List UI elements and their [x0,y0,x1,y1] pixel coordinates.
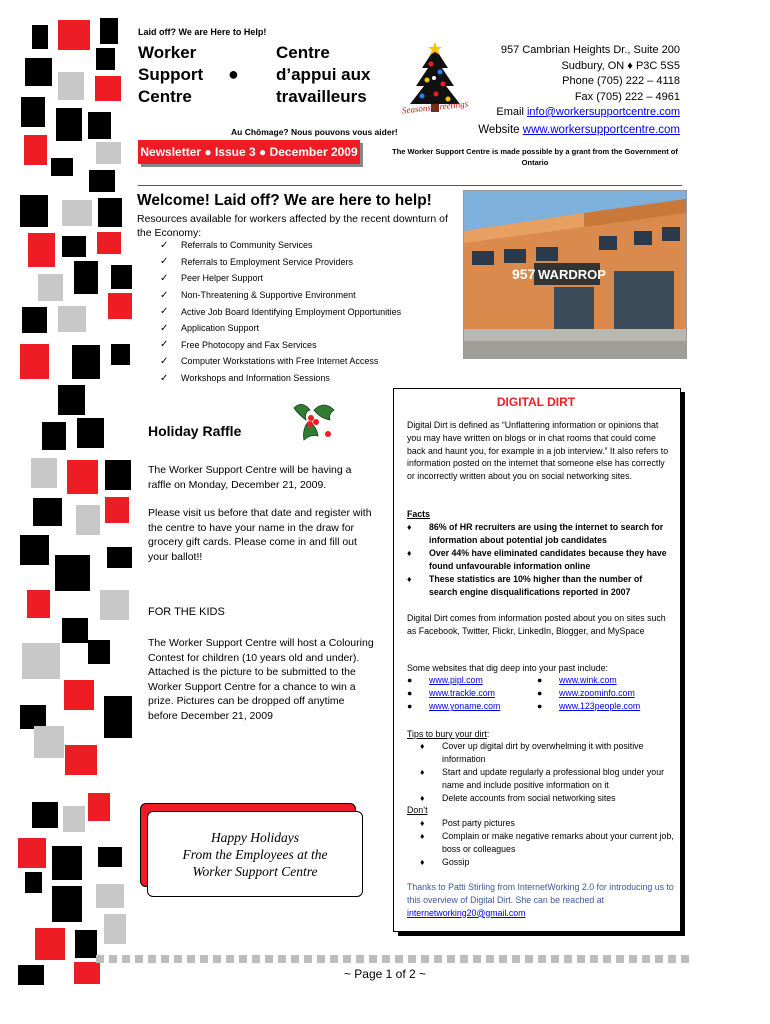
mosaic-square [62,200,92,226]
dont-text: Gossip [442,857,470,867]
welcome-heading: Welcome! Laid off? We are here to help! [137,192,432,209]
list-item [160,370,460,387]
site-link[interactable]: www.wink.com [559,675,617,685]
mosaic-square [56,108,82,141]
site-link[interactable]: www.pipl.com [429,675,483,685]
mosaic-square [51,158,73,176]
credits-text: Thanks to Patti Stirling from InternetWorking 2.0 for introducing us to this overview of Digital Dirt. She can be reached at [407,882,674,905]
list-item-label: Free Photocopy and Fax Services [181,339,317,350]
building-number: 957 [512,266,536,282]
diamond-bullet-icon: ♦ [420,857,425,867]
mosaic-square [38,274,63,301]
list-item [160,337,460,354]
checkmark-icon: ✓ [160,339,169,351]
title-line: travailleurs [276,87,367,106]
mosaic-square [67,460,98,494]
bullet-icon: ● [407,675,413,685]
title-english [138,42,203,108]
mosaic-square [97,232,121,254]
list-item [160,237,460,254]
mosaic-square [32,25,48,49]
mosaic-square [58,385,85,415]
tips-colon: : [486,729,490,739]
mosaic-square [107,547,132,568]
checkmark-icon: ✓ [160,306,169,318]
checkmark-icon: ✓ [160,239,169,251]
kids-heading: FOR THE KIDS [148,606,225,618]
list-item-label: Peer Helper Support [181,273,264,284]
newsletter-banner: Newsletter ● Issue 3 ● December 2009 [138,140,360,164]
dont-item [420,830,676,856]
mosaic-square [58,72,84,100]
digital-dirt-definition: Digital Dirt is defined as “Unflattering information or opinions that you may have written on blogs or in chat rooms that could come back and haunt you, for example in a job interview.” It also refers to information posted on the internet that someone else has correctly or incorrectly written about you on social networking sites. [407,420,669,482]
checkmark-icon: ✓ [160,372,169,384]
title-line: Centre [276,43,330,62]
page-number: ~ Page 1 of 2 ~ [343,967,427,981]
tips-label-text: Tips to bury your dirt [407,729,487,739]
kids-paragraph: The Worker Support Centre will host a Colouring Contest for children (10 years old and under). Attached is the picture to be submitted to the Worker Support Centre for a chance to win a prize. Pictures can be dropped off anytime before December 21, 2009 [148,637,374,722]
dont-text: Complain or make negative remarks about your current job, boss or colleagues [442,831,674,854]
bullet-icon: ● [537,688,543,698]
holly-icon [284,396,344,449]
greeting-line: From the Employees at the [182,846,328,862]
mosaic-square [96,142,121,164]
list-item-label: Referrals to Community Services [181,240,313,251]
bullet-icon: ● [407,701,413,711]
title-separator: ● [228,64,239,84]
mosaic-square [98,847,122,867]
mosaic-square [42,422,66,450]
checkmark-icon: ✓ [160,256,169,268]
site-item [407,701,500,711]
mosaic-square [95,76,121,101]
holiday-greeting-box [147,811,363,897]
list-item-label: Application Support [181,323,260,334]
fact-item [407,521,671,547]
mosaic-square [31,458,57,488]
mosaic-square [28,233,55,267]
diamond-bullet-icon: ♦ [407,522,412,532]
mosaic-square [105,497,129,523]
site-item [537,675,617,685]
checkmark-icon: ✓ [160,322,169,334]
header-divider [138,185,682,186]
raffle-paragraph: Please visit us before that date and register with the centre to have your name in the draw for grocery gift cards. Please come in and fill out your ballot!! [148,507,372,563]
list-item-label: Active Job Board Identifying Employment Opportunities [181,306,402,317]
email-line [496,105,680,121]
top-tagline: Laid off? We are Here to Help! [138,27,267,37]
diamond-bullet-icon: ♦ [420,793,425,803]
address-line: Phone (705) 222 – 4118 [562,75,680,87]
websites-intro: Some websites that dig deep into your past include: [407,663,608,673]
site-item [537,701,640,711]
mosaic-square [63,806,85,832]
mosaic-square [104,696,132,738]
french-tagline: Au Chômage? Nous pouvons vous aider! [231,127,398,137]
digital-dirt-sources: Digital Dirt comes from information posted about you on sites such as Facebook, Twitter, Flickr, LinkedIn, Blogger, and MySpace [407,613,666,636]
credits-email-link[interactable]: internetworking20@gmail.com [407,907,526,918]
greeting-line: Worker Support Centre [192,863,318,879]
mosaic-square [35,928,65,960]
mosaic-square [74,261,98,294]
mosaic-square [98,198,122,227]
mosaic-square [89,170,115,192]
checkmark-icon: ✓ [160,289,169,301]
list-item [160,270,460,287]
title-line: Centre [138,87,192,106]
tip-text: Cover up digital dirt by overwhelming it with positive information [442,741,644,764]
mosaic-square [52,846,82,880]
bullet-icon: ● [537,701,543,711]
bullet-icon: ● [407,688,413,698]
mosaic-square [96,48,115,70]
mosaic-square [75,930,97,958]
mosaic-square [105,460,131,490]
dont-item [420,817,676,830]
title-line: d’appui aux [276,65,371,84]
mosaic-square [32,802,58,828]
list-item [160,303,460,320]
mosaic-square [20,344,49,379]
diamond-bullet-icon: ♦ [407,548,412,558]
greeting-line: Happy Holidays [210,829,300,845]
mosaic-square [77,418,104,448]
dont-text: Post party pictures [442,818,515,828]
fact-text: Over 44% have eliminated candidates because they have found unfavourable information online [429,548,667,571]
mosaic-square [62,618,88,643]
checkmark-icon: ✓ [160,355,169,367]
list-item-label: Non-Threatening & Supportive Environment [181,290,356,301]
mosaic-square [111,265,132,289]
fact-text: These statistics are 10% higher than the number of search engine disqualifications reported in 2007 [429,574,643,597]
address-line: Sudbury, ON ♦ P3C 5S5 [561,59,680,72]
mosaic-square [21,97,45,127]
diamond-bullet-icon: ♦ [420,831,425,841]
list-item [160,287,460,304]
raffle-paragraph: The Worker Support Centre will be having a raffle on Monday, December 21, 2009. [148,464,352,491]
resource-list [160,237,460,386]
site-item [537,688,635,698]
mosaic-square [22,643,60,679]
bullet-icon: ● [537,675,543,685]
mosaic-square [27,590,50,618]
mosaic-square [88,793,110,821]
contact-address [496,43,680,121]
site-link[interactable]: www.yoname.com [429,701,501,711]
fact-item [407,547,671,573]
mosaic-square [88,640,110,664]
grant-notice: The Worker Support Centre is made possible by a grant from the Government of Ontario [392,147,678,167]
mosaic-square [33,498,62,526]
website-line [478,124,680,136]
address-line: Fax (705) 222 – 4961 [574,90,680,103]
tip-text: Delete accounts from social networking sites [442,793,616,803]
mosaic-square [104,914,126,944]
tips-label [407,728,489,741]
welcome-intro: Resources available for workers affected by the recent downturn of the Economy: [137,213,448,239]
mosaic-square [52,886,82,922]
email-link[interactable]: info@workersupportcentre.com [526,106,680,118]
mosaic-square [65,745,97,775]
tip-text: Start and update regularly a professional blog under your name and include positive information on it [442,767,665,790]
christmas-tree-icon [398,42,472,125]
email-label: Email [496,106,527,118]
mosaic-square [24,135,47,165]
website-label: Website [478,124,523,136]
title-line: Support [138,65,204,84]
footer-divider [96,955,689,963]
fact-item [407,573,671,599]
mosaic-square [96,884,124,908]
tip-item [420,766,676,792]
raffle-heading: Holiday Raffle [148,423,242,439]
diamond-bullet-icon: ♦ [420,818,425,828]
diamond-bullet-icon: ♦ [407,574,412,584]
mosaic-square [25,58,52,86]
list-item [160,254,460,271]
mosaic-square [34,726,64,758]
mosaic-square [18,838,46,868]
list-item-label: Computer Workstations with Free Internet Access [181,356,379,367]
list-item-label: Referrals to Employment Service Providers [181,256,354,267]
site-link[interactable]: www.zoominfo.com [559,688,635,698]
mosaic-square [22,307,47,333]
diamond-bullet-icon: ♦ [420,741,425,751]
list-item [160,320,460,337]
site-item [407,688,495,698]
site-link[interactable]: www.trackle.com [429,688,495,698]
dont-item [420,856,676,869]
site-item [407,675,483,685]
mosaic-square [62,236,86,257]
mosaic-square [25,872,42,893]
mosaic-square [64,680,94,710]
building-photo [463,190,687,359]
mosaic-square [72,345,100,379]
checkmark-icon: ✓ [160,272,169,284]
digital-dirt-credits [407,881,675,919]
mosaic-square [20,195,48,227]
tip-item [420,740,676,766]
tip-item [420,792,676,805]
seasons-greetings-text: Seasons Greetings [401,98,469,116]
website-link[interactable]: www.workersupportcentre.com [522,124,680,136]
mosaic-square [58,306,86,332]
mosaic-square [20,535,49,565]
mosaic-square [88,112,111,139]
mosaic-square [100,18,118,44]
site-link[interactable]: www.123people.com [559,701,641,711]
fact-text: 86% of HR recruiters are using the internet to search for information about potential job candidates [429,522,664,545]
address-line: 957 Cambrian Heights Dr., Suite 200 [500,44,680,56]
mosaic-square [111,344,130,365]
title-line: Worker [138,43,197,62]
mosaic-square [100,590,129,620]
digital-dirt-heading: DIGITAL DIRT [496,395,576,409]
mosaic-square [55,555,90,591]
facts-label: Facts [407,509,430,519]
title-french [276,42,370,108]
list-item-label: Workshops and Information Sessions [181,373,330,384]
mosaic-square [76,505,100,535]
mosaic-square [58,20,90,50]
mosaic-square [108,293,132,319]
building-sign: WARDROP [538,267,606,282]
list-item [160,353,460,370]
diamond-bullet-icon: ♦ [420,767,425,777]
dont-label: Don’t [407,805,428,815]
